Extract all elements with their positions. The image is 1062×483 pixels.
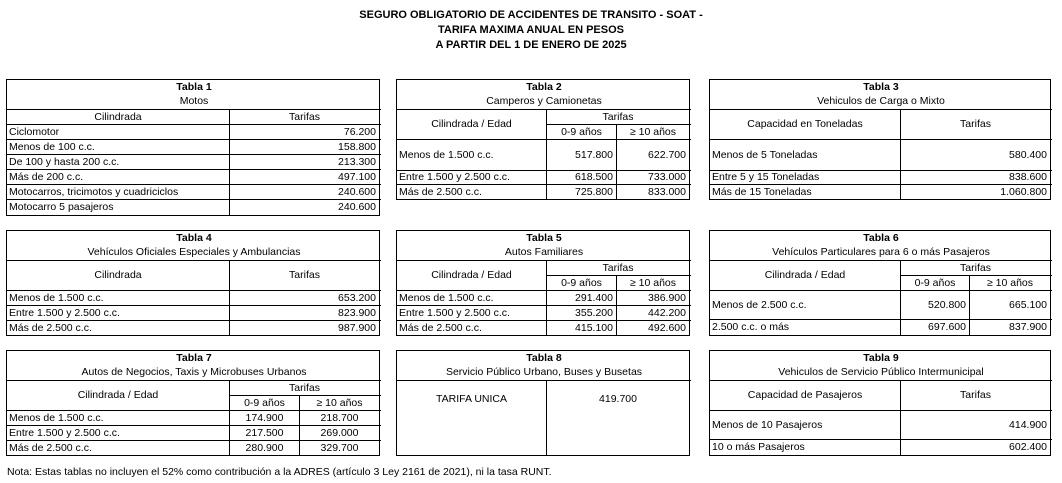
col-header-tarifas: Tarifas bbox=[289, 269, 320, 281]
row-label: Más de 2.500 c.c. bbox=[9, 442, 92, 454]
row-value-10-plus: 492.600 bbox=[648, 322, 686, 334]
col-header-tarifas: Tarifas bbox=[960, 118, 991, 130]
row-label: De 100 y hasta 200 c.c. bbox=[9, 156, 120, 168]
row-label: Más de 2.500 c.c. bbox=[399, 186, 482, 198]
table-subtitle: Autos de Negocios, Taxis y Microbuses Urbanos bbox=[81, 366, 307, 378]
row-value-0-9: 517.800 bbox=[575, 149, 613, 161]
row-value-10-plus: 733.000 bbox=[648, 171, 686, 183]
table-title: Tabla 5 bbox=[526, 232, 562, 244]
row-value-0-9: 280.900 bbox=[245, 442, 284, 454]
row-value: 987.900 bbox=[338, 322, 376, 334]
tabla-8 bbox=[396, 350, 690, 456]
table-title: Tabla 8 bbox=[526, 352, 562, 364]
row-value: 240.600 bbox=[338, 186, 376, 198]
row-label: Menos de 2.500 c.c. bbox=[712, 299, 807, 311]
col-header-capacidad: Capacidad de Pasajeros bbox=[747, 389, 863, 401]
col-header-tarifas: Tarifas bbox=[960, 262, 991, 274]
col-header-tarifas: Tarifas bbox=[960, 389, 991, 401]
row-label: 2.500 c.c. o más bbox=[712, 321, 790, 333]
row-label: Menos de 1.500 c.c. bbox=[399, 149, 494, 161]
table-title: Tabla 3 bbox=[863, 81, 899, 93]
col-header-tarifas: Tarifas bbox=[289, 382, 320, 394]
col-header-tarifas: Tarifas bbox=[602, 262, 634, 274]
row-value: 497.100 bbox=[338, 171, 376, 183]
row-value-10-plus: 386.900 bbox=[648, 292, 686, 304]
tabla-5 bbox=[396, 230, 690, 336]
row-label: Más de 200 c.c. bbox=[9, 171, 84, 183]
col-header-10-plus: ≥ 10 años bbox=[629, 277, 677, 289]
row-value-10-plus: 622.700 bbox=[648, 149, 686, 161]
col-header-0-9: 0-9 años bbox=[244, 397, 285, 409]
row-label: 10 o más Pasajeros bbox=[712, 441, 805, 453]
table-subtitle: Motos bbox=[179, 95, 209, 107]
table-subtitle: Vehiculos de Servicio Público Intermunicipal bbox=[778, 366, 984, 378]
row-value-10-plus: 442.200 bbox=[648, 307, 686, 319]
row-label: Entre 1.500 y 2.500 c.c. bbox=[399, 307, 510, 319]
tabla-4 bbox=[6, 230, 380, 336]
table-subtitle: Vehículos Particulares para 6 o más Pasajeros bbox=[772, 246, 990, 258]
row-value-0-9: 174.900 bbox=[245, 412, 284, 424]
row-value: 158.800 bbox=[338, 141, 376, 153]
tabla-2 bbox=[396, 79, 690, 200]
col-header-cilindrada: Cilindrada bbox=[94, 111, 142, 123]
row-value: 602.400 bbox=[1009, 441, 1047, 453]
row-value-0-9: 291.400 bbox=[575, 292, 613, 304]
row-label: Más de 15 Toneladas bbox=[712, 186, 812, 198]
row-label: Entre 1.500 y 2.500 c.c. bbox=[9, 427, 120, 439]
row-label: Menos de 1.500 c.c. bbox=[399, 292, 494, 304]
table-title: Tabla 6 bbox=[863, 232, 899, 244]
table-title: Tabla 1 bbox=[176, 81, 212, 93]
row-value: 838.600 bbox=[1009, 171, 1047, 183]
tarifa-unica-label: TARIFA UNICA bbox=[436, 393, 507, 405]
row-value-10-plus: 833.000 bbox=[648, 186, 686, 198]
header-line-3: A PARTIR DEL 1 DE ENERO DE 2025 bbox=[435, 39, 627, 51]
row-value-10-plus: 665.100 bbox=[1009, 299, 1047, 311]
table-subtitle: Autos Familiares bbox=[504, 246, 584, 258]
col-header-capacidad: Capacidad en Toneladas bbox=[747, 118, 863, 130]
row-label: Menos de 5 Toneladas bbox=[712, 149, 818, 161]
row-label: Entre 1.500 y 2.500 c.c. bbox=[399, 171, 510, 183]
tabla-6 bbox=[709, 230, 1051, 336]
tabla-7 bbox=[6, 350, 380, 456]
tabla-1 bbox=[6, 79, 380, 216]
row-value-10-plus: 218.700 bbox=[320, 412, 359, 424]
row-value: 1.060.800 bbox=[1000, 186, 1047, 198]
table-title: Tabla 7 bbox=[176, 352, 212, 364]
document-header bbox=[0, 8, 1062, 53]
col-header-cilindrada-edad: Cilindrada / Edad bbox=[431, 118, 512, 130]
col-header-tarifas: Tarifas bbox=[289, 111, 320, 123]
row-value-0-9: 725.800 bbox=[575, 186, 613, 198]
row-label: Entre 1.500 y 2.500 c.c. bbox=[9, 307, 120, 319]
table-title: Tabla 4 bbox=[176, 232, 212, 244]
footnote: Nota: Estas tablas no incluyen el 52% como contribución a la ADRES (artículo 3 Ley 2161 de 2021), ni la tasa RUNT. bbox=[7, 466, 552, 478]
row-value: 240.600 bbox=[338, 201, 376, 213]
row-value: 414.900 bbox=[1009, 419, 1047, 431]
col-header-tarifas: Tarifas bbox=[602, 111, 634, 123]
row-label: Más de 2.500 c.c. bbox=[399, 322, 482, 334]
row-value-0-9: 217.500 bbox=[245, 427, 284, 439]
row-label: Menos de 1.500 c.c. bbox=[9, 412, 104, 424]
table-subtitle: Vehiculos de Carga o Mixto bbox=[817, 95, 945, 107]
col-header-10-plus: ≥ 10 años bbox=[629, 126, 677, 138]
row-label: Menos de 10 Pasajeros bbox=[712, 419, 823, 431]
row-label: Ciclomotor bbox=[9, 126, 60, 138]
tabla-3 bbox=[709, 79, 1051, 200]
row-label: Menos de 100 c.c. bbox=[9, 141, 95, 153]
tarifa-unica-value: 419.700 bbox=[599, 393, 637, 405]
row-label: Entre 5 y 15 Toneladas bbox=[712, 171, 820, 183]
row-value-0-9: 697.600 bbox=[928, 321, 966, 333]
row-label: Más de 2.500 c.c. bbox=[9, 322, 92, 334]
row-label: Motocarros, tricimotos y cuadriciclos bbox=[9, 186, 179, 198]
row-label: Menos de 1.500 c.c. bbox=[9, 292, 104, 304]
header-line-2: TARIFA MAXIMA ANUAL EN PESOS bbox=[438, 24, 624, 36]
row-value-10-plus: 837.900 bbox=[1009, 321, 1047, 333]
table-subtitle: Servicio Público Urbano, Buses y Busetas bbox=[445, 366, 643, 378]
col-header-0-9: 0-9 años bbox=[561, 126, 602, 138]
row-value: 76.200 bbox=[343, 126, 376, 138]
col-header-cilindrada-edad: Cilindrada / Edad bbox=[764, 269, 846, 281]
row-value-0-9: 355.200 bbox=[575, 307, 613, 319]
table-title: Tabla 2 bbox=[526, 81, 562, 93]
row-value-0-9: 520.800 bbox=[928, 299, 966, 311]
header-line-1: SEGURO OBLIGATORIO DE ACCIDENTES DE TRANSITO - SOAT - bbox=[359, 9, 703, 21]
row-value: 653.200 bbox=[338, 292, 376, 304]
col-header-10-plus: ≥ 10 años bbox=[986, 277, 1034, 289]
row-value-10-plus: 269.000 bbox=[320, 427, 359, 439]
col-header-10-plus: ≥ 10 años bbox=[316, 397, 363, 409]
row-value-0-9: 415.100 bbox=[575, 322, 613, 334]
col-header-cilindrada-edad: Cilindrada / Edad bbox=[431, 269, 512, 281]
table-subtitle: Vehículos Oficiales Especiales y Ambulancias bbox=[87, 246, 301, 258]
col-header-0-9: 0-9 años bbox=[561, 277, 602, 289]
col-header-cilindrada: Cilindrada bbox=[94, 269, 142, 281]
row-value-10-plus: 329.700 bbox=[320, 442, 359, 454]
row-value: 823.900 bbox=[338, 307, 376, 319]
table-title: Tabla 9 bbox=[863, 352, 899, 364]
row-value: 580.400 bbox=[1009, 149, 1047, 161]
tabla-9 bbox=[709, 350, 1051, 456]
row-label: Motocarro 5 pasajeros bbox=[9, 201, 114, 213]
col-header-0-9: 0-9 años bbox=[914, 277, 956, 289]
row-value: 213.300 bbox=[338, 156, 376, 168]
col-header-cilindrada-edad: Cilindrada / Edad bbox=[77, 389, 159, 401]
table-subtitle: Camperos y Camionetas bbox=[486, 95, 602, 107]
row-value-0-9: 618.500 bbox=[575, 171, 613, 183]
